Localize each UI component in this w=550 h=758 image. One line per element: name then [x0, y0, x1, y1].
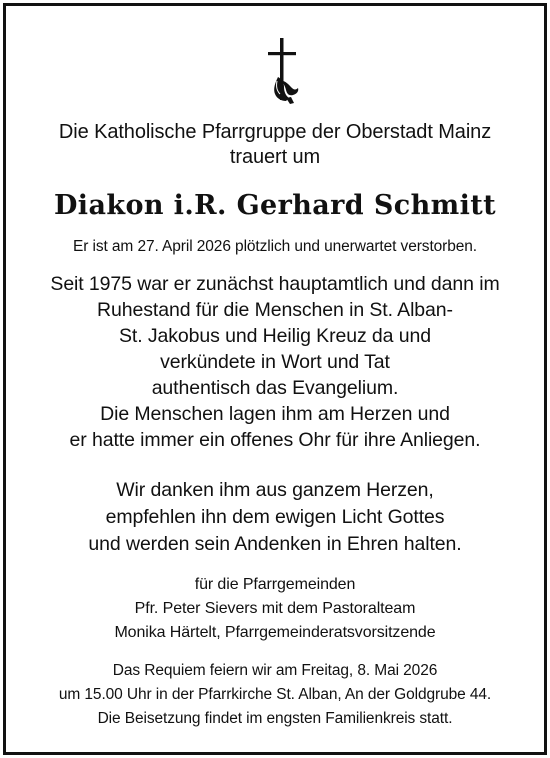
signature-line: Monika Härtelt, Pfarrgemeinderatsvorsitzende — [114, 624, 436, 641]
intro-line-organization: Die Katholische Pfarrgruppe der Oberstadt Mainz — [58, 121, 492, 143]
deceased-name: Diakon i.R. Gerhard Schmitt — [53, 190, 497, 221]
tribute-line: er hatte immer ein offenes Ohr für ihre Anliegen. — [69, 429, 481, 451]
signature-line: Pfr. Peter Sievers mit dem Pastoralteam — [134, 600, 416, 617]
tribute-line: Ruhestand für die Menschen in St. Alban- — [97, 299, 453, 321]
thanks-line: und werden sein Andenken in Ehren halten. — [88, 533, 462, 555]
death-note: Er ist am 27. April 2026 plötzlich und unerwartet verstorben. — [73, 238, 477, 255]
thanks-line: Wir danken ihm aus ganzem Herzen, — [116, 479, 434, 501]
service-info-line: Das Requiem feiern wir am Freitag, 8. Mai 2026 — [112, 662, 438, 679]
tribute-line: verkündete in Wort und Tat — [160, 351, 390, 373]
obituary-content — [6, 6, 544, 752]
tribute-line: Seit 1975 war er zunächst hauptamtlich und dann im — [50, 273, 500, 295]
signature-line: für die Pfarrgemeinden — [194, 576, 356, 593]
service-info-line: Die Beisetzung findet im engsten Familienkreis statt. — [97, 710, 453, 727]
tribute-line: St. Jakobus und Heilig Kreuz da und — [119, 325, 431, 347]
thanks-line: empfehlen ihn dem ewigen Licht Gottes — [105, 506, 445, 528]
intro-line-mourns: trauert um — [229, 146, 321, 168]
cross-with-praying-hands-icon — [264, 37, 304, 109]
tribute-line: Die Menschen lagen ihm am Herzen und — [100, 403, 450, 425]
tribute-line: authentisch das Evangelium. — [151, 377, 399, 399]
obituary-frame — [3, 3, 547, 755]
service-info-line: um 15.00 Uhr in der Pfarrkirche St. Alban, An der Goldgrube 44. — [58, 686, 492, 703]
